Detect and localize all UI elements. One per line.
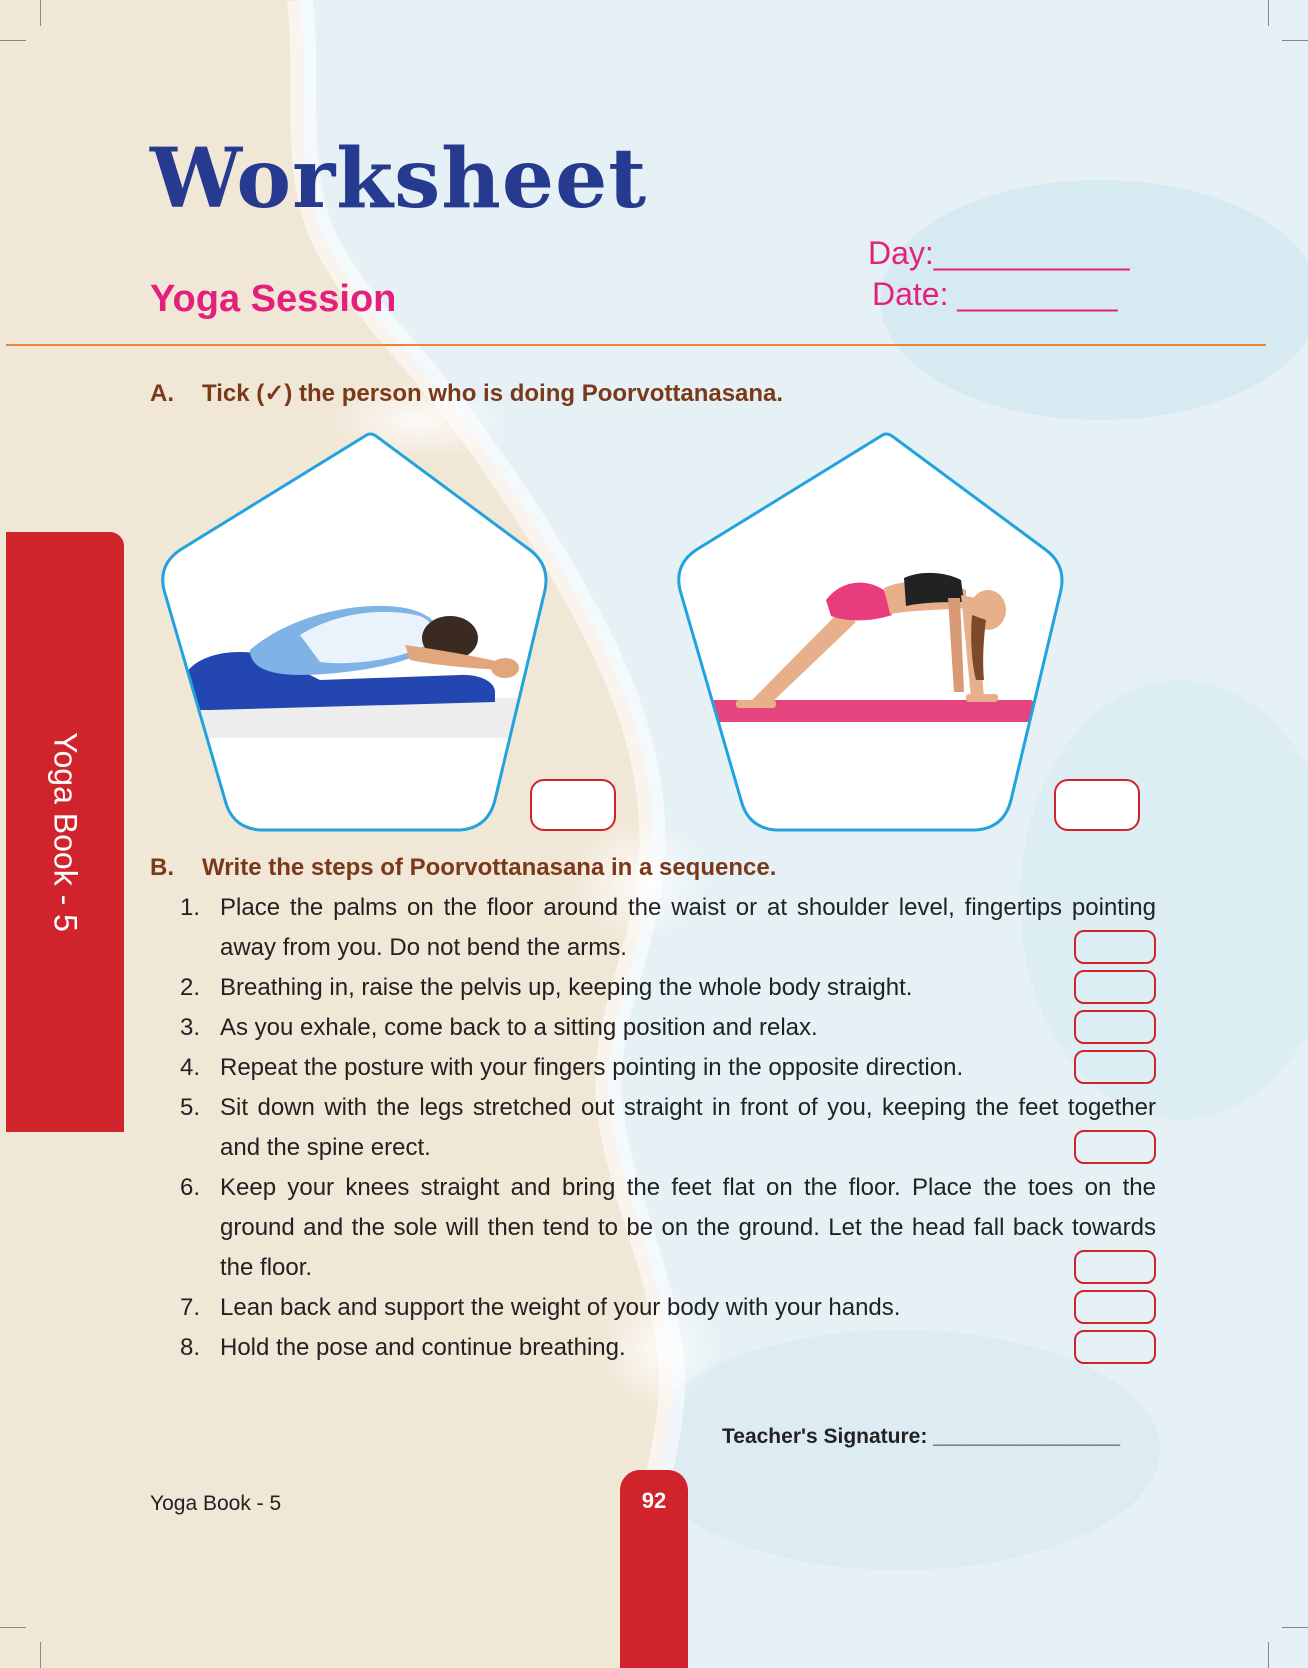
step-number: 2.: [179, 974, 200, 1001]
question-a-letter: A.: [150, 380, 174, 407]
list-item: [160, 1328, 1160, 1368]
header-divider: [6, 344, 1266, 346]
list-item: [160, 1048, 1160, 1088]
page-title: Worksheet: [150, 131, 648, 227]
answer-box-step-2[interactable]: [1074, 970, 1156, 1004]
answer-box-step-6[interactable]: [1074, 1250, 1156, 1284]
crop-mark: [1282, 40, 1308, 41]
step-text: Keep your knees straight and bring the feet flat on the floor. Place the toes on the ground and the sole will then tend to be on the ground. Let the head fall back towards the floor.: [220, 1174, 1156, 1281]
step-text: As you exhale, come back to a sitting position and relax.: [220, 1014, 818, 1041]
step-number: 1.: [179, 894, 200, 921]
crop-mark: [1268, 1642, 1269, 1668]
step-number: 6.: [179, 1174, 200, 1201]
side-tab-label: Yoga Book - 5: [47, 732, 84, 932]
answer-box-step-4[interactable]: [1074, 1050, 1156, 1084]
crop-mark: [0, 1627, 26, 1628]
side-tab: [6, 532, 124, 1132]
day-field[interactable]: Day:___________: [868, 235, 1130, 271]
crop-mark: [1268, 0, 1269, 26]
answer-box-step-8[interactable]: [1074, 1330, 1156, 1364]
step-text: Repeat the posture with your fingers pointing in the opposite direction.: [220, 1054, 964, 1081]
date-field[interactable]: Date: _________: [872, 276, 1118, 312]
list-item: [160, 1088, 1160, 1168]
crop-mark: [40, 1642, 41, 1668]
question-a-text: Tick (✓) the person who is doing Poorvottanasana.: [202, 380, 784, 407]
step-number: 8.: [179, 1334, 200, 1361]
step-number: 5.: [179, 1094, 200, 1121]
worksheet-subtitle: Yoga Session: [150, 278, 397, 320]
list-item: [160, 1008, 1160, 1048]
question-a: [150, 382, 783, 406]
step-text: Hold the pose and continue breathing.: [220, 1334, 626, 1361]
teacher-signature-line[interactable]: Teacher's Signature: ________________: [722, 1425, 1121, 1448]
question-b-text: Write the steps of Poorvottanasana in a sequence.: [202, 854, 777, 881]
page-number: 92: [641, 1488, 667, 1513]
pose-image-backbend: [666, 430, 1096, 840]
list-item: [160, 1288, 1160, 1328]
answer-box-step-1[interactable]: [1074, 930, 1156, 964]
step-text: Breathing in, raise the pelvis up, keeping the whole body straight.: [220, 974, 913, 1001]
crop-mark: [0, 40, 26, 41]
question-b-letter: B.: [150, 854, 174, 881]
footer-book-name: Yoga Book - 5: [150, 1492, 282, 1515]
answer-box-step-7[interactable]: [1074, 1290, 1156, 1324]
list-item: [160, 888, 1160, 968]
step-number: 4.: [179, 1054, 200, 1081]
step-text: Sit down with the legs stretched out straight in front of you, keeping the feet together and the spine erect.: [220, 1094, 1156, 1161]
list-item: [160, 968, 1160, 1008]
answer-box-step-5[interactable]: [1074, 1130, 1156, 1164]
crop-mark: [1282, 1627, 1308, 1628]
pose-image-forward-bend: [150, 430, 580, 840]
step-text: Place the palms on the floor around the waist or at shoulder level, fingertips pointing away from you. Do not bend the arms.: [220, 894, 1156, 961]
crop-mark: [40, 0, 41, 26]
answer-box-step-3[interactable]: [1074, 1010, 1156, 1044]
step-number: 7.: [179, 1294, 200, 1321]
step-text: Lean back and support the weight of your body with your hands.: [220, 1294, 901, 1321]
step-number: 3.: [179, 1014, 200, 1041]
list-item: [160, 1168, 1160, 1288]
tick-box-backbend[interactable]: [1054, 779, 1140, 831]
tick-box-forward-bend[interactable]: [530, 779, 616, 831]
page-number-tab: [620, 1470, 688, 1668]
question-b: [150, 856, 776, 880]
